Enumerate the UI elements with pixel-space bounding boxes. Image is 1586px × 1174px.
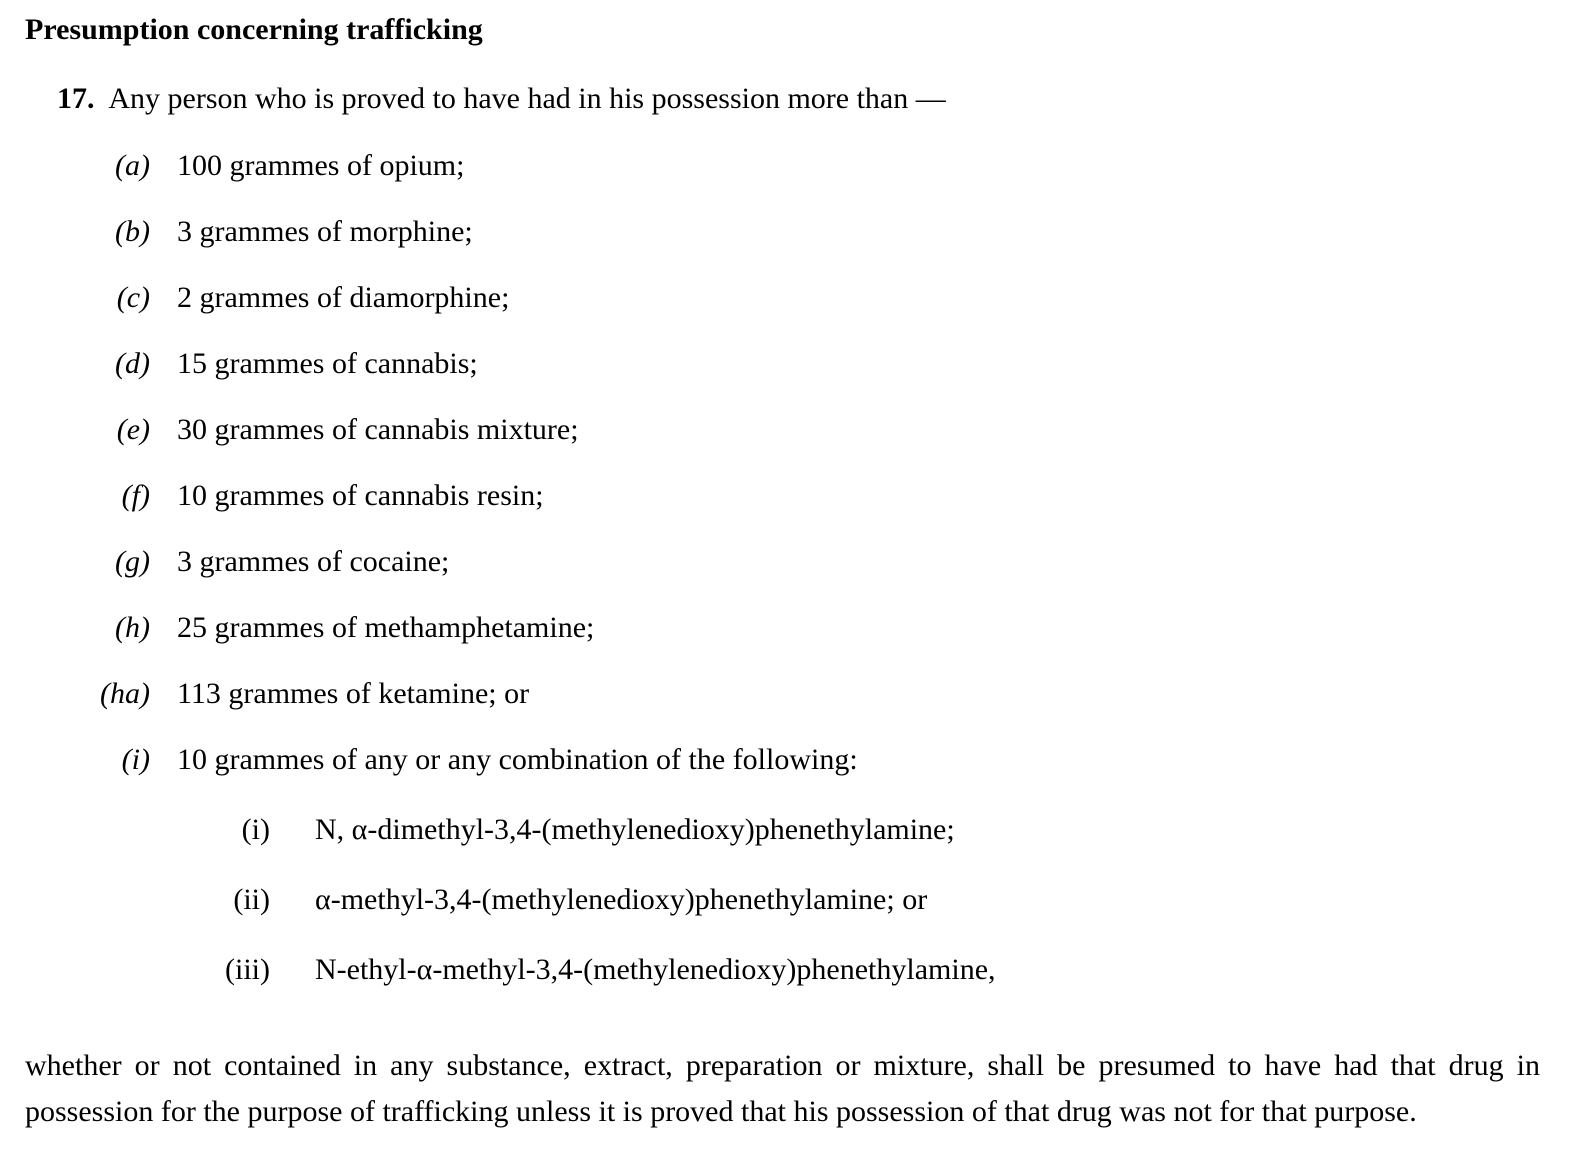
sub-item-text: α-methyl-3,4-(methylenedioxy)phenethylamine; or — [315, 883, 928, 916]
item-text: 100 grammes of opium; — [177, 149, 465, 182]
list-item — [25, 546, 1540, 577]
list-item — [25, 744, 1540, 775]
item-text: 10 grammes of any or any combination of the following: — [177, 743, 858, 776]
item-marker: (e) — [116, 413, 150, 446]
sub-item-marker: (iii) — [225, 953, 270, 986]
sub-item-text: N, α-dimethyl-3,4-(methylenedioxy)phenethylamine; — [315, 813, 955, 846]
sub-list-item — [25, 884, 1540, 915]
item-marker: (c) — [116, 281, 150, 314]
item-marker: (d) — [115, 347, 150, 380]
item-marker: (f) — [121, 479, 150, 512]
item-text: 15 grammes of cannabis; — [177, 347, 478, 380]
sub-item-marker: (ii) — [233, 883, 270, 916]
item-text: 10 grammes of cannabis resin; — [177, 479, 544, 512]
item-text: 113 grammes of ketamine; or — [177, 677, 530, 710]
sub-item-marker: (i) — [241, 813, 270, 846]
item-text: 30 grammes of cannabis mixture; — [177, 413, 579, 446]
section-intro-text: Any person who is proved to have had in his possession more than — — [108, 82, 946, 115]
list-item — [25, 414, 1540, 445]
closing-paragraph: whether or not contained in any substance, extract, preparation or mixture, shall be presumed to have had that drug in possession for the purpose of trafficking unless it is proved that his possession of that drug was not for that purpose. — [25, 1049, 1540, 1128]
list-item — [25, 348, 1540, 379]
item-marker: (g) — [115, 545, 150, 578]
list-item — [25, 216, 1540, 247]
item-marker: (ha) — [100, 677, 150, 710]
section-intro — [25, 83, 1540, 115]
item-text: 3 grammes of morphine; — [177, 215, 473, 248]
list-item — [25, 480, 1540, 511]
list-item — [25, 612, 1540, 643]
item-marker: (a) — [115, 149, 150, 182]
section-number: 17. — [57, 82, 95, 115]
item-marker: (b) — [115, 215, 150, 248]
list-item — [25, 282, 1540, 313]
item-marker: (i) — [121, 743, 150, 776]
item-text: 25 grammes of methamphetamine; — [177, 611, 595, 644]
item-text: 3 grammes of cocaine; — [177, 545, 450, 578]
item-marker: (h) — [115, 611, 150, 644]
section-heading: Presumption concerning trafficking — [25, 13, 483, 46]
list-item — [25, 150, 1540, 181]
sub-list-item — [25, 814, 1540, 845]
item-text: 2 grammes of diamorphine; — [177, 281, 510, 314]
sub-item-text: N-ethyl-α-methyl-3,4-(methylenedioxy)phenethylamine, — [315, 953, 996, 986]
sub-list-item — [25, 954, 1540, 985]
list-item — [25, 678, 1540, 709]
